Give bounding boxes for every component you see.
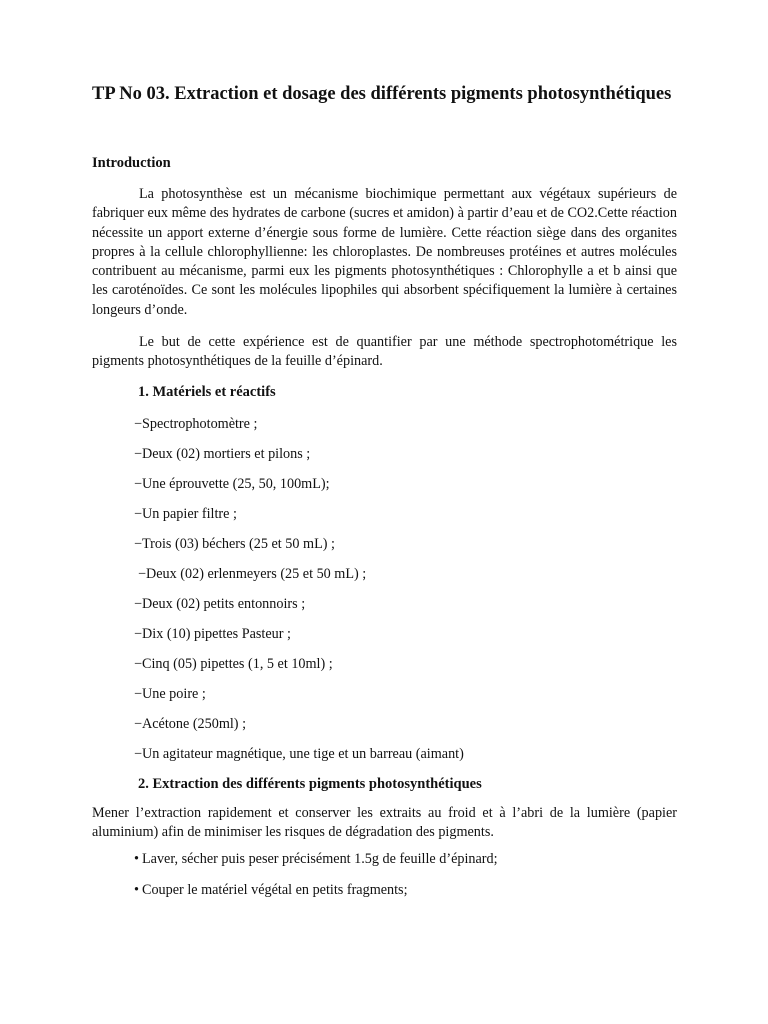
goal-paragraph: Le but de cette expérience est de quantifier par une méthode spectrophotométrique les pigments photosynthétiques de la feuille d’épinard.	[92, 334, 677, 370]
list-item: −Dix (10) pipettes Pasteur ;	[134, 626, 291, 642]
list-item: −Cinq (05) pipettes (1, 5 et 10ml) ;	[134, 656, 333, 672]
step-text: Couper le matériel végétal en petits fragments;	[142, 882, 408, 898]
list-item: −Deux (02) petits entonnoirs ;	[134, 596, 306, 612]
list-item: −Un papier filtre ;	[134, 506, 237, 522]
bullet-icon: •	[134, 882, 139, 898]
list-item: −Une éprouvette (25, 50, 100mL);	[134, 476, 330, 492]
list-item: −Deux (02) mortiers et pilons ;	[134, 446, 311, 462]
list-item: −Trois (03) béchers (25 et 50 mL) ;	[134, 536, 335, 552]
list-item: −Spectrophotomètre ;	[134, 416, 258, 432]
list-item: −Un agitateur magnétique, une tige et un barreau (aimant)	[134, 746, 464, 762]
list-item	[134, 851, 498, 868]
list-item: −Deux (02) erlenmeyers (25 et 50 mL) ;	[138, 566, 367, 582]
section-extraction-heading: 2. Extraction des différents pigments photosynthétiques	[138, 776, 482, 792]
step-text: Laver, sécher puis peser précisément 1.5g de feuille d’épinard;	[142, 851, 498, 867]
list-item: −Acétone (250ml) ;	[134, 716, 247, 732]
extraction-paragraph: Mener l’extraction rapidement et conserver les extraits au froid et à l’abri de la lumière (papier aluminium) afin de minimiser les risques de dégradation des pigments.	[92, 805, 677, 841]
document-title: TP No 03. Extraction et dosage des différents pigments photosynthétiques	[92, 84, 672, 104]
introduction-paragraph: La photosynthèse est un mécanisme biochimique permettant aux végétaux supérieurs de fabriquer eux même des hydrates de carbone (sucres et amidon) à partir d’eau et de CO2.Cette réaction nécessite un apport externe d’énergie sous forme de lumière. Cette réaction siège dans des organites propres à la cellule chlorophyllienne: les chloroplastes. De nombreuses protéines et autres molécules contribuent au mécanisme, parmi eux les pigments photosynthétiques : Chlorophylle a et b ainsi que les caroténoïdes. Ce sont les molécules lipophiles qui absorbent spécifiquement la lumière à certaines longeurs d’onde.	[92, 186, 677, 318]
list-item: −Une poire ;	[134, 686, 206, 702]
list-item	[134, 882, 408, 899]
bullet-icon: •	[134, 851, 139, 867]
section-materials-heading: 1. Matériels et réactifs	[138, 384, 276, 400]
introduction-heading: Introduction	[92, 155, 171, 171]
